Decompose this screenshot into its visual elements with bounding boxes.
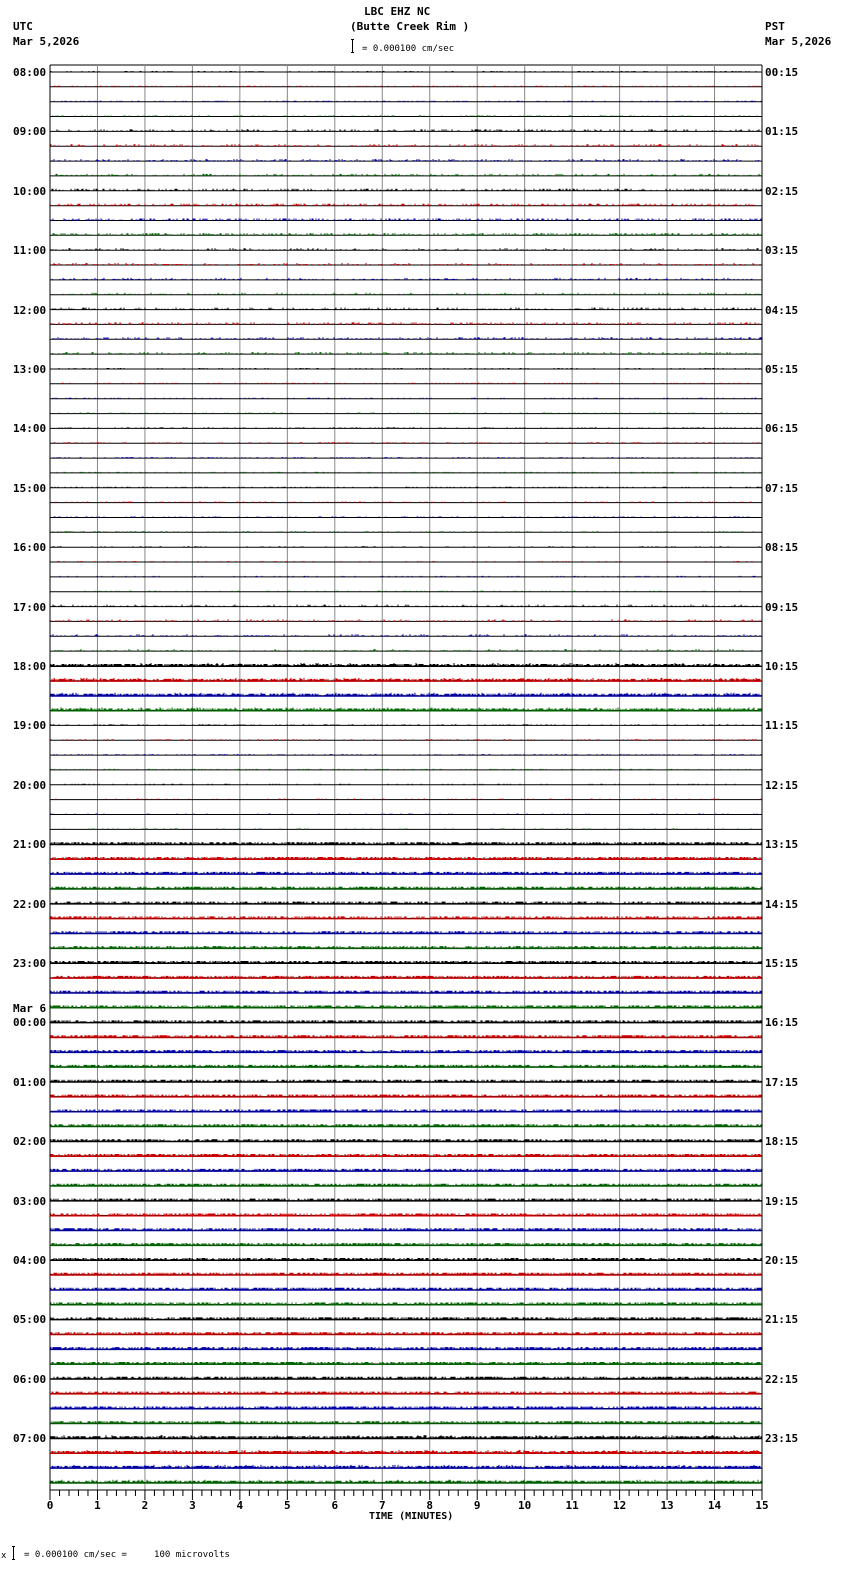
- site-name: (Butte Creek Rim ): [350, 20, 470, 33]
- pst-hour-label: 01:15: [765, 125, 799, 138]
- pst-hour-label: 08:15: [765, 541, 799, 554]
- utc-hour-label: 15:00: [13, 482, 47, 495]
- pst-hour-label: 09:15: [765, 601, 799, 614]
- utc-hour-label: 22:00: [13, 898, 47, 911]
- date-change-label: Mar 6: [13, 1002, 47, 1015]
- footer-scale-bar-icon: [12, 1546, 15, 1560]
- svg-text:14: 14: [707, 1499, 722, 1512]
- pst-hour-label: 15:15: [765, 957, 799, 970]
- pst-hour-label: 02:15: [765, 185, 799, 198]
- pst-hour-label: 07:15: [765, 482, 799, 495]
- utc-hour-label: 07:00: [13, 1432, 47, 1445]
- utc-hour-label: 20:00: [13, 779, 47, 792]
- svg-text:2: 2: [141, 1499, 149, 1512]
- pst-hour-label: 17:15: [765, 1076, 799, 1089]
- left-date: Mar 5,2026: [13, 35, 80, 48]
- utc-hour-label: 09:00: [13, 125, 47, 138]
- utc-hour-label: 00:00: [13, 1016, 47, 1029]
- pst-hour-label: 05:15: [765, 363, 799, 376]
- utc-hour-label: 03:00: [13, 1195, 47, 1208]
- scale-label: = 0.000100 cm/sec: [362, 44, 455, 54]
- pst-hour-label: 12:15: [765, 779, 799, 792]
- utc-hour-label: 18:00: [13, 660, 47, 673]
- right-date: Mar 5,2026: [765, 35, 832, 48]
- right-timezone: PST: [765, 20, 785, 33]
- utc-hour-label: 23:00: [13, 957, 47, 970]
- svg-text:8: 8: [426, 1499, 434, 1512]
- svg-text:9: 9: [473, 1499, 481, 1512]
- utc-hour-label: 11:00: [13, 244, 47, 257]
- pst-hour-label: 21:15: [765, 1313, 799, 1326]
- pst-hour-label: 19:15: [765, 1195, 799, 1208]
- svg-text:13: 13: [660, 1499, 674, 1512]
- svg-text:0: 0: [46, 1499, 54, 1512]
- utc-hour-label: 16:00: [13, 541, 47, 554]
- utc-hour-label: 10:00: [13, 185, 47, 198]
- pst-hour-label: 06:15: [765, 422, 799, 435]
- utc-hour-label: 02:00: [13, 1135, 47, 1148]
- footer-marker: x: [1, 1551, 7, 1561]
- footer-scale-label: = 0.000100 cm/sec = 100 microvolts: [24, 1550, 230, 1560]
- station-title: LBC EHZ NC: [364, 5, 431, 18]
- svg-text:1: 1: [94, 1499, 101, 1512]
- utc-hour-label: 14:00: [13, 422, 47, 435]
- utc-hour-label: 01:00: [13, 1076, 47, 1089]
- svg-text:5: 5: [284, 1499, 291, 1512]
- pst-hour-label: 10:15: [765, 660, 799, 673]
- utc-hour-label: 04:00: [13, 1254, 47, 1267]
- utc-hour-label: 06:00: [13, 1373, 47, 1386]
- pst-hour-label: 23:15: [765, 1432, 799, 1445]
- utc-hour-label: 19:00: [13, 719, 47, 732]
- pst-hour-label: 14:15: [765, 898, 799, 911]
- pst-hour-label: 04:15: [765, 304, 799, 317]
- x-axis-title: TIME (MINUTES): [369, 1511, 454, 1522]
- pst-hour-label: 16:15: [765, 1016, 799, 1029]
- pst-hour-label: 00:15: [765, 66, 799, 79]
- utc-hour-label: 05:00: [13, 1313, 47, 1326]
- utc-hour-label: 13:00: [13, 363, 47, 376]
- utc-hour-label: 21:00: [13, 838, 47, 851]
- svg-text:11: 11: [565, 1499, 579, 1512]
- svg-text:3: 3: [189, 1499, 196, 1512]
- pst-hour-label: 20:15: [765, 1254, 799, 1267]
- svg-text:4: 4: [236, 1499, 244, 1512]
- svg-text:15: 15: [755, 1499, 769, 1512]
- pst-hour-label: 13:15: [765, 838, 799, 851]
- utc-hour-label: 17:00: [13, 601, 47, 614]
- left-timezone: UTC: [13, 20, 33, 33]
- pst-hour-label: 18:15: [765, 1135, 799, 1148]
- svg-text:7: 7: [378, 1499, 386, 1512]
- pst-hour-label: 22:15: [765, 1373, 799, 1386]
- pst-hour-label: 11:15: [765, 719, 799, 732]
- utc-hour-label: 12:00: [13, 304, 47, 317]
- svg-text:10: 10: [518, 1499, 532, 1512]
- utc-hour-label: 08:00: [13, 66, 47, 79]
- svg-text:12: 12: [612, 1499, 627, 1512]
- svg-text:6: 6: [331, 1499, 339, 1512]
- pst-hour-label: 03:15: [765, 244, 799, 257]
